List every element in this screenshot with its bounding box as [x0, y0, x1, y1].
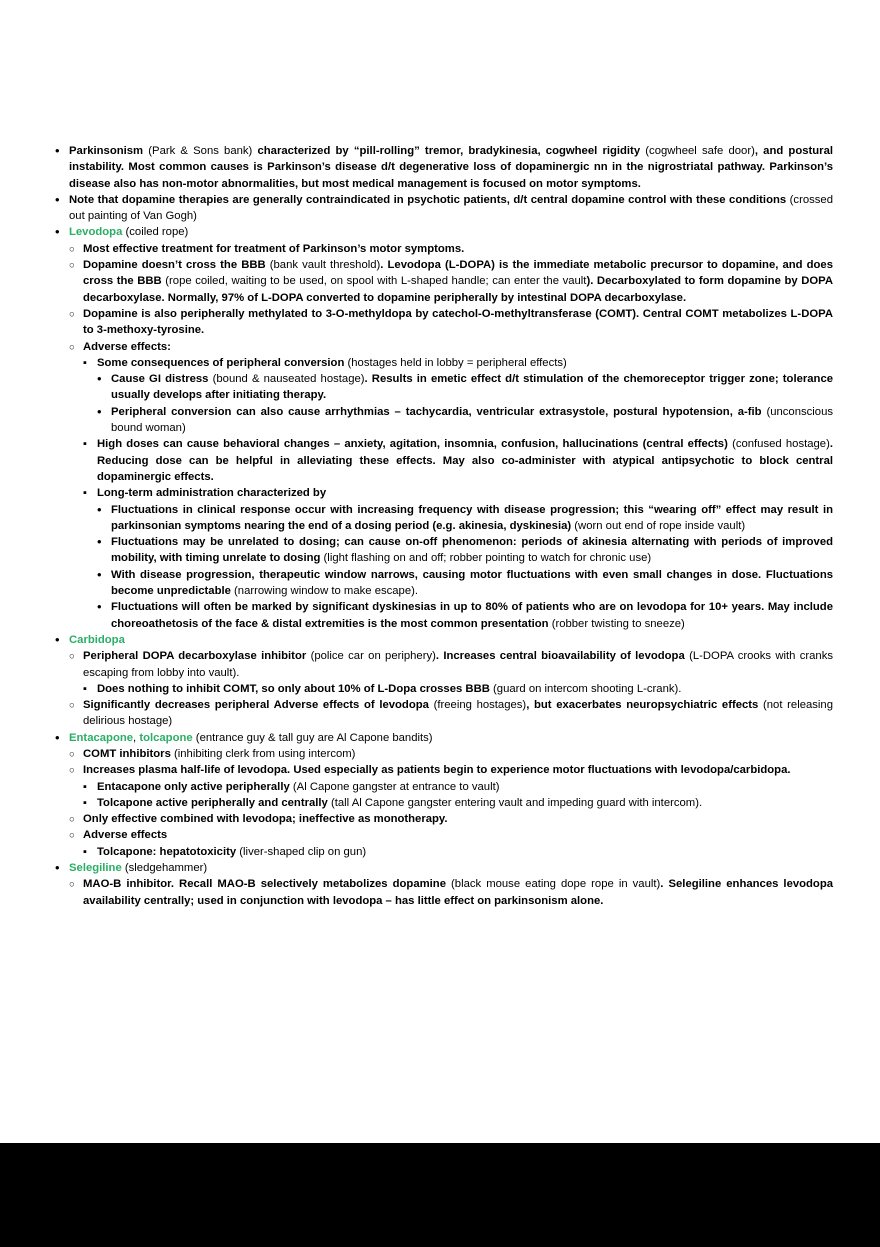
outline-item: [97, 534, 833, 567]
text-note: (unconscious bound woman): [111, 405, 833, 435]
text-note: (entrance guy & tall guy are Al Capone bandits): [192, 731, 433, 744]
text-emphasis: Fluctuations may be unrelated to dosing; can cause on-off phenomenon: periods of akinesia alternating with periods of improved mobility, with timing unrelate to dosing: [111, 536, 833, 565]
circle-bullet-icon: [69, 827, 81, 844]
outline-item: [69, 876, 833, 909]
circle-bullet-icon: [69, 306, 81, 323]
disc-bullet-icon: [97, 567, 109, 584]
text-emphasis: Adverse effects: [83, 829, 168, 842]
outline-item: [97, 502, 833, 535]
text-note: (bound & nauseated hostage): [212, 373, 365, 386]
notes-outline: [55, 143, 833, 909]
drug-name-highlight: Selegiline: [69, 862, 122, 875]
outline-item: [97, 599, 833, 632]
circle-bullet-icon: [69, 811, 81, 828]
outline-level-4: [97, 371, 833, 436]
text-note: (liver-shaped clip on gun): [239, 845, 367, 858]
disc-bullet-icon: [55, 143, 67, 160]
text-note: (freeing hostages): [433, 699, 527, 712]
text-emphasis: Tolcapone active peripherally and centrally: [97, 796, 331, 809]
circle-bullet-icon: [69, 697, 81, 714]
text-note: (worn out end of rope inside vault): [574, 519, 746, 532]
outline-item: [55, 730, 833, 860]
outline-item: [83, 844, 833, 860]
outline-level-3: [83, 355, 833, 632]
drug-name-highlight: tolcapone: [139, 731, 193, 744]
text-emphasis: Dopamine is also peripherally methylated to 3-O-methyldopa by catechol-O-methyltransferase (COMT). Central COMT metabolizes L-DOPA to 3-methoxy-tyrosine.: [83, 307, 833, 337]
disc-bullet-icon: [55, 730, 67, 747]
text-note: (light flashing on and off; robber pointing to watch for chronic use): [323, 552, 652, 565]
outline-item: [97, 371, 833, 404]
outline-level-3: [83, 844, 833, 860]
text-note: (crossed out painting of Van Gogh): [69, 193, 833, 223]
outline-item: [69, 762, 833, 811]
outline-level-3: [83, 681, 833, 697]
text-emphasis: Cause GI distress: [111, 373, 213, 386]
text-note: ,: [133, 731, 140, 744]
text-emphasis: Only effective combined with levodopa; ineffective as monotherapy.: [83, 813, 448, 826]
text-emphasis: With disease progression, therapeutic window narrows, causing motor fluctuations with even small changes in dose. Fluctuations become unpredictable: [111, 568, 833, 598]
text-emphasis: Fluctuations will often be marked by significant dyskinesias in up to 80% of patients who are on levodopa for 10+ years. May include choreoathetosis of the face & distal extremities is the most common presentation: [111, 601, 833, 630]
outline-item: [97, 567, 833, 600]
text-emphasis: Significantly decreases peripheral Adverse effects of levodopa: [83, 699, 434, 712]
outline-item: [69, 648, 833, 697]
circle-bullet-icon: [69, 762, 81, 779]
text-emphasis: Fluctuations in clinical response occur with increasing frequency with disease progression; this “wearing off” effect may result in parkinsonian symptoms nearing the end of a dosing period (e.g. akinesia, dyskinesia): [111, 503, 833, 532]
text-note: (cogwheel safe door): [645, 145, 755, 157]
text-emphasis: Adverse effects:: [83, 340, 171, 353]
text-note: (police car on periphery): [310, 650, 436, 663]
square-bullet-icon: [83, 844, 95, 860]
disc-bullet-icon: [55, 224, 67, 241]
text-emphasis: Some consequences of peripheral conversion: [97, 356, 348, 369]
circle-bullet-icon: [69, 746, 81, 763]
outline-level-2: [69, 241, 833, 632]
outline-item: [55, 860, 833, 909]
text-emphasis: , but exacerbates neuropsychiatric effects: [526, 699, 764, 712]
text-emphasis: Peripheral conversion can also cause arrhythmias – tachycardia, ventricular extrasystole, postural hypotension, a-fib: [111, 405, 767, 418]
text-note: (sledgehammer): [121, 862, 208, 875]
outline-item: [55, 192, 833, 225]
text-emphasis: , and postural instability. Most common causes is Parkinson’s disease d/t degenerative loss of dopaminergic nn in the nigrostriatal pathway. Parkinson’s disease also has non-motor abnormalities, but most medical management is focused on motor symptoms.: [69, 145, 833, 190]
outline-level-1: [55, 143, 833, 909]
text-emphasis: Increases plasma half-life of levodopa. Used especially as patients begin to experience motor fluctuations with levodopa/carbidopa.: [83, 764, 791, 777]
text-note: (Al Capone gangster at entrance to vault): [292, 780, 500, 793]
outline-item: [69, 257, 833, 306]
text-emphasis: . Reducing dose can be helpful in alleviating these effects. May also co-administer with atypical antipsychotic to block central dopaminergic effects.: [97, 438, 833, 483]
outline-item: [83, 779, 833, 795]
text-emphasis: Parkinsonism: [69, 145, 149, 157]
circle-bullet-icon: [69, 257, 81, 274]
outline-level-4: [97, 502, 833, 632]
text-emphasis: . Increases central bioavailability of levodopa: [435, 650, 690, 663]
outline-item: [55, 632, 833, 730]
square-bullet-icon: [83, 681, 95, 697]
square-bullet-icon: [83, 779, 95, 795]
square-bullet-icon: [83, 795, 95, 811]
square-bullet-icon: [83, 485, 95, 501]
text-note: (black mouse eating dope rope in vault): [451, 878, 661, 891]
drug-name-highlight: Levodopa: [69, 226, 123, 239]
disc-bullet-icon: [97, 502, 109, 519]
text-emphasis: Long-term administration characterized by: [97, 487, 327, 500]
outline-level-2: [69, 746, 833, 860]
page-footer-bar: [0, 1143, 880, 1247]
disc-bullet-icon: [97, 371, 109, 388]
text-note: (narrowing window to make escape).: [234, 585, 419, 598]
outline-level-2: [69, 876, 833, 909]
text-emphasis: ). Decarboxylated to form dopamine by DOPA decarboxylase. Normally, 97% of L-DOPA converted to dopamine peripherally by intestinal DOPA decarboxylase.: [83, 275, 833, 304]
outline-item: [69, 697, 833, 730]
text-note: (L-DOPA crooks with cranks escaping from lobby into vault).: [83, 650, 833, 679]
outline-item: [69, 241, 833, 257]
outline-item: [83, 436, 833, 485]
text-emphasis: . Selegiline enhances levodopa availability centrally; used in conjunction with levodopa – has little effect on parkinsonism alone.: [83, 878, 834, 907]
outline-item: [55, 224, 833, 631]
circle-bullet-icon: [69, 648, 81, 665]
text-note: (rope coiled, waiting to be used, on spool with L-shaped handle; can enter the vault: [165, 275, 587, 288]
disc-bullet-icon: [55, 860, 67, 877]
drug-name-highlight: Carbidopa: [69, 633, 125, 646]
disc-bullet-icon: [97, 534, 109, 551]
outline-level-3: [83, 779, 833, 812]
outline-item: [55, 143, 833, 192]
text-emphasis: . Results in emetic effect d/t stimulation of the chemoreceptor trigger zone; tolerance usually develops after initiating therapy.: [111, 373, 834, 402]
text-emphasis: Peripheral DOPA decarboxylase inhibitor: [83, 650, 311, 663]
disc-bullet-icon: [55, 192, 67, 209]
outline-level-2: [69, 648, 833, 729]
outline-item: [69, 827, 833, 860]
drug-name-highlight: Entacapone: [69, 731, 134, 744]
text-emphasis: Does nothing to inhibit COMT, so only about 10% of L-Dopa crosses BBB: [97, 682, 494, 695]
text-emphasis: Most effective treatment for treatment of Parkinson’s motor symptoms.: [83, 242, 465, 255]
text-emphasis: High doses can cause behavioral changes – anxiety, agitation, insomnia, confusion, hallucinations (central effects): [97, 438, 733, 451]
square-bullet-icon: [83, 436, 95, 452]
text-emphasis: Tolcapone: hepatotoxicity: [97, 845, 240, 858]
text-note: (confused hostage): [732, 438, 830, 451]
disc-bullet-icon: [55, 632, 67, 649]
text-emphasis: . Levodopa (L-DOPA) is the immediate metabolic precursor to dopamine, and does cross the BBB: [83, 259, 833, 288]
text-emphasis: Note that dopamine therapies are generally contraindicated in psychotic patients, d/t central dopamine control with these conditions: [69, 193, 790, 206]
text-emphasis: characterized by “pill-rolling” tremor, bradykinesia, cogwheel rigidity: [257, 145, 646, 157]
outline-item: [83, 485, 833, 632]
text-note: (inhibiting clerk from using intercom): [174, 747, 356, 760]
outline-item: [69, 339, 833, 632]
text-note: (Park & Sons bank): [148, 145, 258, 157]
circle-bullet-icon: [69, 876, 81, 893]
outline-item: [69, 811, 833, 827]
outline-item: [83, 795, 833, 811]
square-bullet-icon: [83, 355, 95, 371]
text-emphasis: COMT inhibitors: [83, 747, 174, 760]
circle-bullet-icon: [69, 339, 81, 356]
text-note: (guard on intercom shooting L-crank).: [493, 682, 682, 695]
text-note: (not releasing delirious hostage): [83, 699, 833, 728]
text-emphasis: Dopamine doesn’t cross the BBB: [83, 259, 270, 272]
circle-bullet-icon: [69, 241, 81, 258]
text-note: (bank vault threshold): [269, 259, 381, 272]
text-note: (hostages held in lobby = peripheral effects): [347, 356, 567, 369]
disc-bullet-icon: [97, 404, 109, 421]
outline-item: [83, 681, 833, 697]
text-note: (coiled rope): [122, 226, 189, 239]
text-note: (tall Al Capone gangster entering vault and impeding guard with intercom).: [330, 796, 703, 809]
text-note: (robber twisting to sneeze): [551, 617, 685, 630]
outline-item: [69, 306, 833, 339]
outline-item: [97, 404, 833, 437]
text-emphasis: MAO-B inhibitor. Recall MAO-B selectively metabolizes dopamine: [83, 878, 452, 891]
outline-item: [83, 355, 833, 436]
disc-bullet-icon: [97, 599, 109, 616]
outline-item: [69, 746, 833, 762]
text-emphasis: Entacapone only active peripherally: [97, 780, 293, 793]
